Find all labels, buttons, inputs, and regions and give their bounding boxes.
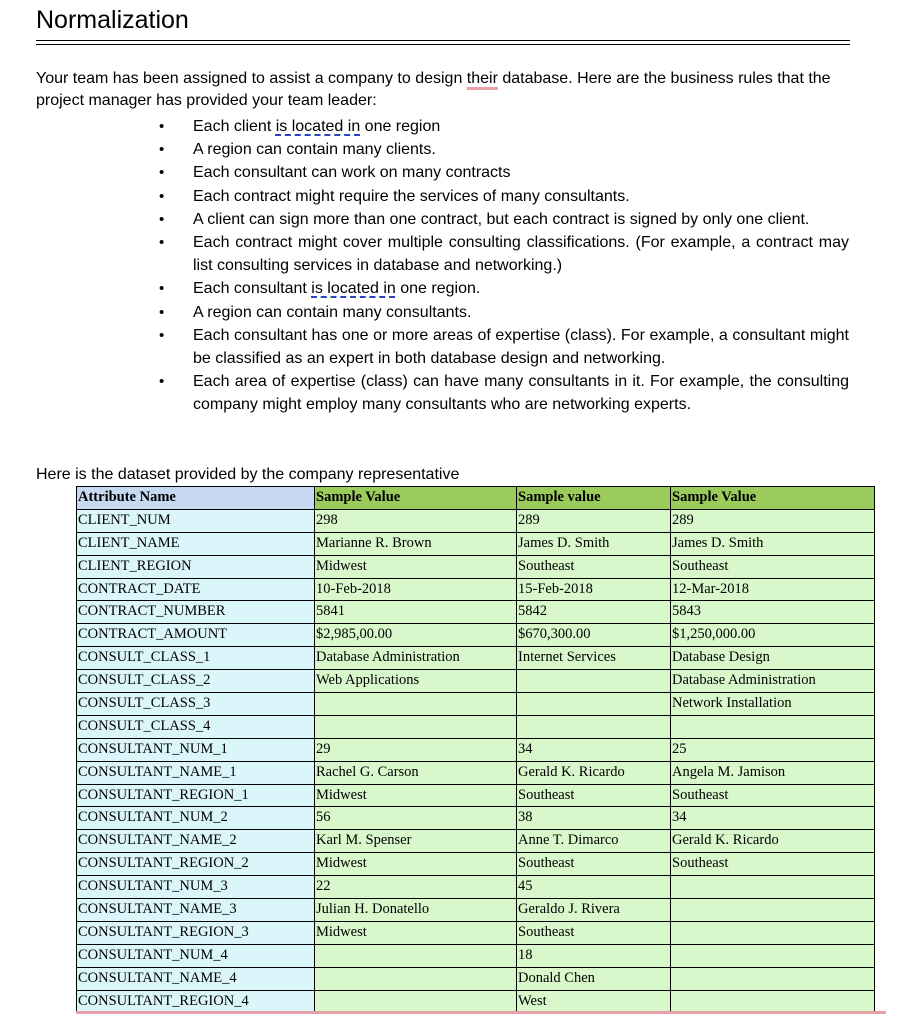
table-row [77, 715, 875, 738]
table-row [77, 899, 875, 922]
sample-value-cell: 38 [517, 807, 671, 830]
sample-value-cell: Southeast [671, 555, 875, 578]
table-row [77, 807, 875, 830]
sample-value-cell [517, 715, 671, 738]
attribute-name-cell: CONSULTANT_NUM_1 [77, 738, 315, 761]
sample-value-cell: Web Applications [315, 670, 517, 693]
sample-value-cell: Network Installation [671, 693, 875, 716]
business-rules-list [193, 115, 849, 417]
sample-value-cell [671, 967, 875, 990]
sample-value-cell [315, 967, 517, 990]
sample-value-cell: Gerald K. Ricardo [671, 830, 875, 853]
title-rule-top [36, 40, 850, 41]
intro-text-after: database. Here are the business rules that the project manager has provided your team leader: [36, 70, 831, 109]
rule-item [193, 277, 849, 300]
rule-item [193, 370, 849, 416]
rule-text: A region can contain many consultants. [193, 303, 472, 321]
rule-item [193, 324, 849, 370]
page-title: Normalization [36, 6, 189, 34]
sample-value-cell [671, 899, 875, 922]
table-row [77, 738, 875, 761]
table-row [77, 967, 875, 990]
sample-value-cell [315, 693, 517, 716]
rule-text-after: one region. [395, 280, 481, 298]
rule-item [193, 161, 849, 184]
attribute-name-cell: CLIENT_NAME [77, 532, 315, 555]
sample-value-cell: Karl M. Spenser [315, 830, 517, 853]
sample-value-cell: 5842 [517, 601, 671, 624]
sample-value-cell: 56 [315, 807, 517, 830]
header-sample-value-1: Sample Value [315, 487, 517, 510]
sample-value-cell: 5841 [315, 601, 517, 624]
rule-item [193, 115, 849, 138]
rule-text: Each area of expertise (class) can have many consultants in it. For example, the consulting company might employ many consultants who are networking experts. [193, 373, 849, 414]
sample-value-cell: Marianne R. Brown [315, 532, 517, 555]
header-sample-value-2: Sample value [517, 487, 671, 510]
sample-value-cell: Donald Chen [517, 967, 671, 990]
rule-text: Each consultant [193, 280, 312, 298]
table-row [77, 990, 875, 1013]
rule-text: Each contract might require the services of many consultants. [193, 187, 630, 205]
rule-underlined-phrase: is located in [311, 280, 396, 298]
sample-value-cell: 298 [315, 509, 517, 532]
rule-item [193, 138, 849, 161]
sample-value-cell: 45 [517, 876, 671, 899]
sample-value-cell: Southeast [517, 555, 671, 578]
attribute-name-cell: CONSULT_CLASS_2 [77, 670, 315, 693]
attribute-name-cell: CONSULT_CLASS_3 [77, 693, 315, 716]
attribute-name-cell: CONTRACT_DATE [77, 578, 315, 601]
table-row [77, 555, 875, 578]
rule-text-after: one region [360, 118, 441, 135]
attribute-name-cell: CONSULTANT_NUM_4 [77, 944, 315, 967]
dataset-label: Here is the dataset provided by the company representative [36, 466, 460, 483]
sample-value-cell: Midwest [315, 853, 517, 876]
sample-value-cell: Southeast [517, 921, 671, 944]
rule-item [193, 208, 849, 231]
table-row [77, 693, 875, 716]
sample-value-cell: Geraldo J. Rivera [517, 899, 671, 922]
sample-value-cell: Midwest [315, 921, 517, 944]
sample-value-cell: 29 [315, 738, 517, 761]
intro-paragraph [36, 68, 848, 112]
attribute-name-cell: CONTRACT_NUMBER [77, 601, 315, 624]
attribute-name-cell: CONSULTANT_NAME_2 [77, 830, 315, 853]
sample-value-cell: Southeast [671, 853, 875, 876]
sample-value-cell: Database Administration [671, 670, 875, 693]
rule-text: A region can contain many clients. [193, 141, 436, 159]
sample-value-cell: 18 [517, 944, 671, 967]
table-row [77, 761, 875, 784]
header-attribute-name: Attribute Name [77, 487, 315, 510]
sample-value-cell: $2,985,00.00 [315, 624, 517, 647]
sample-value-cell: Database Administration [315, 647, 517, 670]
sample-value-cell: West [517, 990, 671, 1013]
attribute-name-cell: CLIENT_REGION [77, 555, 315, 578]
header-sample-value-3: Sample Value [671, 487, 875, 510]
sample-value-cell: Midwest [315, 784, 517, 807]
table-row [77, 944, 875, 967]
sample-value-cell [315, 944, 517, 967]
sample-value-cell: 289 [517, 509, 671, 532]
sample-value-cell: Rachel G. Carson [315, 761, 517, 784]
sample-value-cell: 15-Feb-2018 [517, 578, 671, 601]
attribute-name-cell: CONSULTANT_NAME_4 [77, 967, 315, 990]
attribute-name-cell: CONSULTANT_NAME_3 [77, 899, 315, 922]
table-row [77, 784, 875, 807]
sample-value-cell: 12-Mar-2018 [671, 578, 875, 601]
attribute-name-cell: CONSULTANT_NUM_3 [77, 876, 315, 899]
sample-value-cell [517, 693, 671, 716]
sample-value-cell: 10-Feb-2018 [315, 578, 517, 601]
rule-item [193, 185, 849, 208]
sample-value-cell: Southeast [517, 784, 671, 807]
rule-text: Each client [193, 118, 276, 135]
rule-underlined-phrase: is located in [275, 118, 361, 135]
attribute-name-cell: CONTRACT_AMOUNT [77, 624, 315, 647]
attribute-name-cell: CONSULT_CLASS_4 [77, 715, 315, 738]
sample-value-cell: James D. Smith [671, 532, 875, 555]
sample-value-cell: Database Design [671, 647, 875, 670]
table-header-row [77, 487, 875, 510]
table-row [77, 670, 875, 693]
dataset-table [76, 486, 875, 1013]
attribute-name-cell: CONSULTANT_REGION_4 [77, 990, 315, 1013]
attribute-name-cell: CONSULTANT_NUM_2 [77, 807, 315, 830]
attribute-name-cell: CONSULTANT_REGION_1 [77, 784, 315, 807]
sample-value-cell: 34 [671, 807, 875, 830]
table-row [77, 853, 875, 876]
sample-value-cell: $1,250,000.00 [671, 624, 875, 647]
sample-value-cell [671, 876, 875, 899]
bottom-underline [76, 1011, 886, 1014]
sample-value-cell: Internet Services [517, 647, 671, 670]
attribute-name-cell: CONSULTANT_NAME_1 [77, 761, 315, 784]
sample-value-cell: Gerald K. Ricardo [517, 761, 671, 784]
rule-text: A client can sign more than one contract, but each contract is signed by only one client. [193, 210, 810, 228]
sample-value-cell: 5843 [671, 601, 875, 624]
rule-text: Each consultant has one or more areas of expertise (class). For example, a consultant might be classified as an expert in both database design and networking. [193, 326, 849, 368]
sample-value-cell: Southeast [671, 784, 875, 807]
sample-value-cell [671, 990, 875, 1013]
sample-value-cell [315, 715, 517, 738]
sample-value-cell [671, 715, 875, 738]
sample-value-cell: Southeast [517, 853, 671, 876]
table-row [77, 601, 875, 624]
sample-value-cell [671, 944, 875, 967]
attribute-name-cell: CONSULT_CLASS_1 [77, 647, 315, 670]
rule-text: Each consultant can work on many contracts [193, 164, 511, 182]
sample-value-cell: 289 [671, 509, 875, 532]
sample-value-cell: James D. Smith [517, 532, 671, 555]
sample-value-cell [517, 670, 671, 693]
table-row [77, 921, 875, 944]
rule-item [193, 231, 849, 277]
table-row [77, 830, 875, 853]
sample-value-cell: Midwest [315, 555, 517, 578]
sample-value-cell: Anne T. Dimarco [517, 830, 671, 853]
intro-underlined-word: their [466, 70, 498, 87]
sample-value-cell [315, 990, 517, 1013]
attribute-name-cell: CONSULTANT_REGION_3 [77, 921, 315, 944]
table-row [77, 578, 875, 601]
table-row [77, 509, 875, 532]
sample-value-cell: 34 [517, 738, 671, 761]
table-row [77, 647, 875, 670]
intro-text-before: Your team has been assigned to assist a company to design [36, 70, 467, 87]
sample-value-cell: $670,300.00 [517, 624, 671, 647]
sample-value-cell [671, 921, 875, 944]
table-row [77, 624, 875, 647]
table-row [77, 876, 875, 899]
title-rule-bottom [36, 44, 850, 45]
sample-value-cell: 25 [671, 738, 875, 761]
attribute-name-cell: CONSULTANT_REGION_2 [77, 853, 315, 876]
sample-value-cell: Julian H. Donatello [315, 899, 517, 922]
rule-text: Each contract might cover multiple consulting classifications. (For example, a contract may list consulting services in database and networking.) [193, 234, 849, 275]
sample-value-cell: Angela M. Jamison [671, 761, 875, 784]
table-row [77, 532, 875, 555]
rule-item [193, 301, 849, 324]
sample-value-cell: 22 [315, 876, 517, 899]
attribute-name-cell: CLIENT_NUM [77, 509, 315, 532]
